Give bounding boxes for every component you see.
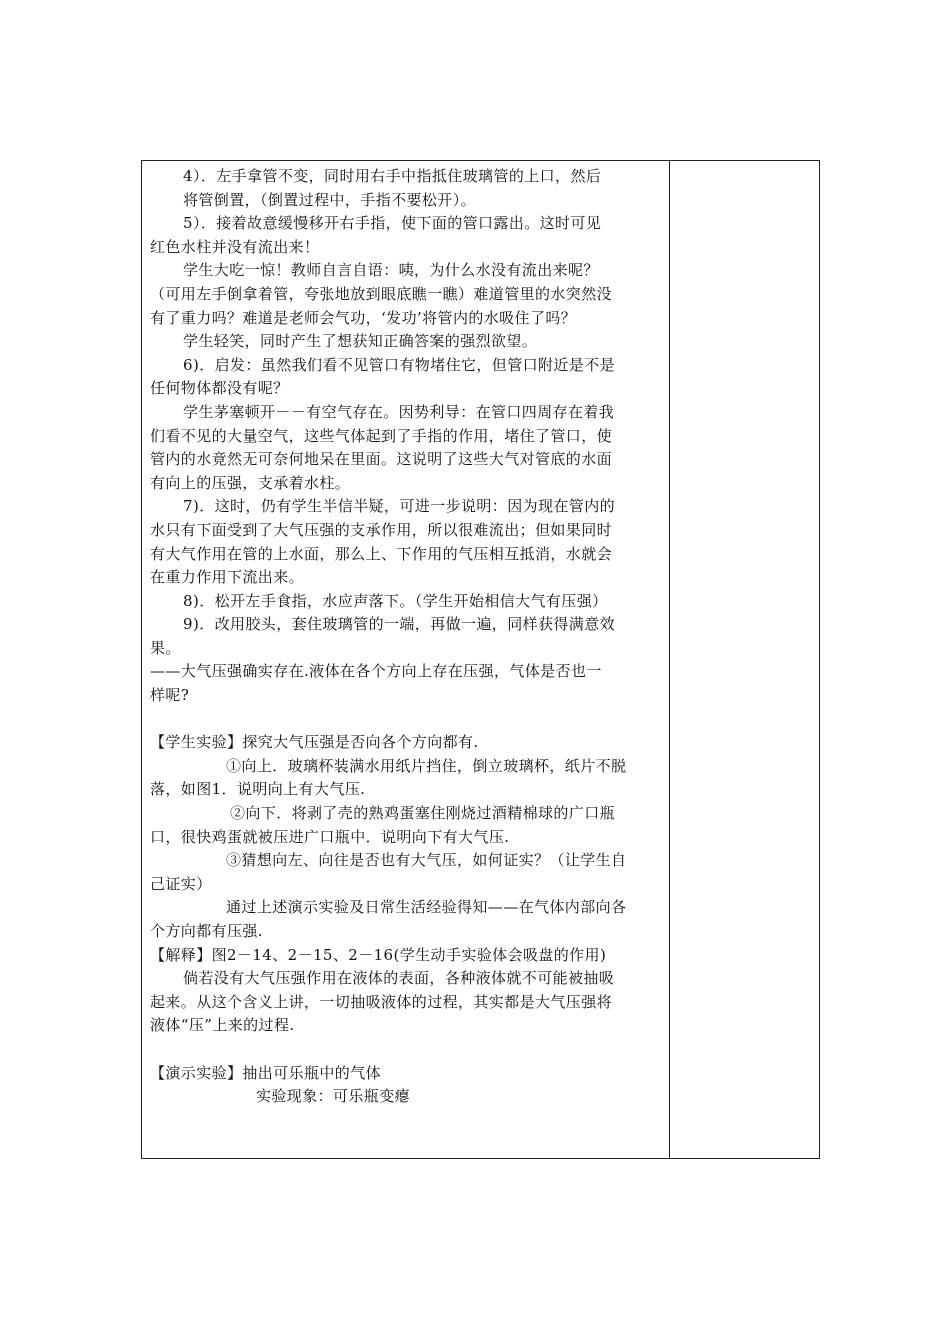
text-line: 落，如图1．说明向上有大气压. <box>150 780 366 799</box>
text-line: 通过上述演示实验及日常生活经验得知——在气体内部向各 <box>226 898 627 917</box>
text-line: 红色水柱并没有流出来！ <box>150 237 320 256</box>
text-line: 口，很快鸡蛋就被压进广口瓶中．说明向下有大气压. <box>150 827 510 846</box>
text-line: ——大气压强确实存在.液体在各个方向上存在压强，气体是否也一 <box>150 662 602 681</box>
text-line: 8)．松开左手食指，水应声落下。（学生开始相信大气有压强） <box>183 591 608 610</box>
text-line: ②向下．将剥了壳的熟鸡蛋塞住刚烧过酒精棉球的广口瓶 <box>230 804 616 823</box>
text-line: 任何物体都没有呢？ <box>150 379 289 398</box>
text-line: 有大气作用在管的上水面，那么上、下作用的气压相互抵消，水就会 <box>150 544 613 563</box>
notes-cell <box>670 161 819 1158</box>
text-line: 有向上的压强，支承着水柱。 <box>150 473 351 492</box>
text-line: 9)．改用胶头，套住玻璃管的一端，再做一遍，同样获得满意效 <box>183 615 615 634</box>
text-line: 个方向都有压强. <box>150 922 263 940</box>
text-line: ③猜想向左、向往是否也有大气压，如何证实？（让学生自 <box>226 851 627 870</box>
text-line: 【演示实验】抽出可乐瓶中的气体 <box>150 1063 382 1082</box>
text-line: 学生轻笑，同时产生了想获知正确答案的强烈欲望。 <box>183 332 538 351</box>
text-line: 学生茅塞顿开－－有空气存在。因势利导：在管口四周存在着我 <box>183 402 615 421</box>
text-line: 学生大吃一惊！教师自言自语：咦，为什么水没有流出来呢？ <box>183 261 599 280</box>
text-line: 将管倒置，（倒置过程中，手指不要松开）。 <box>183 190 477 209</box>
text-line: 水只有下面受到了大气压强的支承作用，所以很难流出；但如果同时 <box>150 520 613 539</box>
text-line: 己证实） <box>150 874 212 893</box>
text-line: 6)．启发：虽然我们看不见管口有物堵住它，但管口附近是不是 <box>183 355 615 374</box>
text-line: 【学生实验】探究大气压强是否向各个方向都有. <box>150 733 479 752</box>
lesson-content-cell <box>142 161 669 1158</box>
text-line: 样呢? <box>150 686 190 705</box>
text-line: 液体“压”上来的过程. <box>150 1016 295 1035</box>
text-line: （可用左手倒拿着管，夸张地放到眼底瞧一瞧）难道管里的水突然没 <box>150 284 613 303</box>
text-line: 实验现象：可乐瓶变瘪 <box>256 1087 411 1106</box>
text-line: 7)．这时，仍有学生半信半疑，可进一步说明：因为现在管内的 <box>183 497 615 516</box>
lesson-table <box>141 160 820 1159</box>
blank-line <box>150 1038 659 1062</box>
blank-line <box>150 708 659 732</box>
text-line: 倘若没有大气压强作用在液体的表面，各种液体就不可能被抽吸 <box>183 969 615 988</box>
text-line: 有了重力吗？难道是老师会气功，‘发功’将管内的水吸住了吗？ <box>150 308 577 327</box>
text-line: 们看不见的大量空气，这些气体起到了手指的作用，堵住了管口，使 <box>150 426 613 445</box>
text-line: 4）．左手拿管不变，同时用右手中指抵住玻璃管的上口，然后 <box>183 167 602 185</box>
text-line: 【解释】图2－14、2－15、2－16(学生动手实验体会吸盘的作用) <box>150 945 607 964</box>
text-line: 起来。从这个含义上讲，一切抽吸液体的过程，其实都是大气压强将 <box>150 992 613 1011</box>
text-line: 5）．接着故意缓慢移开右手指，使下面的管口露出。这时可见 <box>183 214 602 233</box>
text-line: 果。 <box>150 638 181 657</box>
text-line: 管内的水竟然无可奈何地呆在里面。这说明了这些大气对管底的水面 <box>150 450 613 469</box>
text-line: 在重力作用下流出来。 <box>150 568 305 587</box>
text-line: ①向上．玻璃杯装满水用纸片挡住，倒立玻璃杯，纸片不脱 <box>226 756 627 775</box>
